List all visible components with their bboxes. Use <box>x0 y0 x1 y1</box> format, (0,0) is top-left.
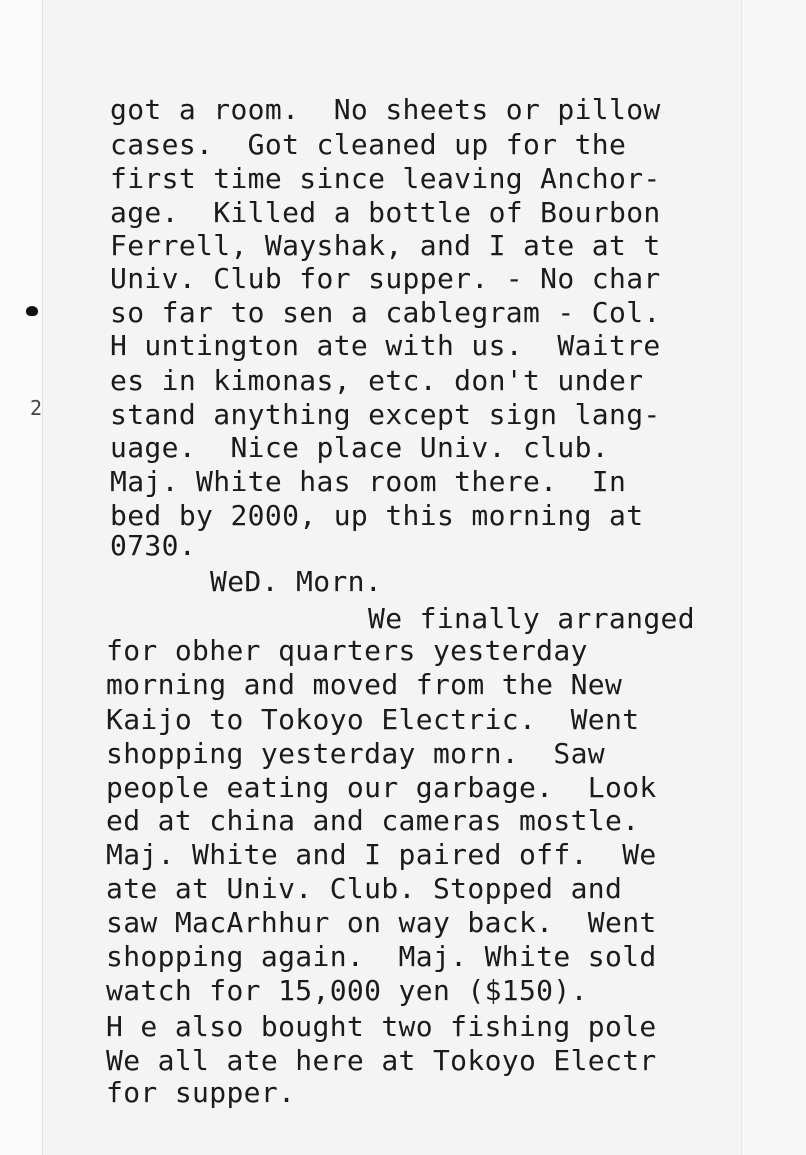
text-line: age. Killed a bottle of Bourbon <box>110 196 661 229</box>
text-line: shopping again. Maj. White sold <box>106 940 657 973</box>
text-line: es in kimonas, etc. don't under <box>110 364 644 397</box>
text-line: ed at china and cameras mostle. <box>106 804 640 837</box>
text-line: We finally arranged <box>368 602 695 635</box>
text-line: 0730. <box>110 529 197 562</box>
text-line: Univ. Club for supper. - No char <box>110 262 661 295</box>
text-line: cases. Got cleaned up for the <box>110 128 627 161</box>
right-edge-strip <box>742 0 806 1155</box>
text-line: people eating our garbage. Look <box>106 771 657 804</box>
text-line: H untington ate with us. Waitre <box>110 329 661 362</box>
text-line: first time since leaving Anchor- <box>110 162 661 195</box>
text-line: Kaijo to Tokoyo Electric. Went <box>106 703 640 736</box>
text-line: so far to sen a cablegram - Col. <box>110 296 661 329</box>
text-line: shopping yesterday morn. Saw <box>106 737 606 770</box>
text-line: watch for 15,000 yen ($150). <box>106 974 588 1007</box>
text-line: got a room. No sheets or pillow <box>110 93 661 126</box>
text-line: We all ate here at Tokoyo Electr <box>106 1044 657 1077</box>
text-line: H e also bought two fishing pole <box>106 1010 657 1043</box>
text-line: for supper. <box>106 1076 296 1109</box>
section-heading: WeD. Morn. <box>210 565 383 598</box>
text-line: stand anything except sign lang- <box>110 398 661 431</box>
text-line: Maj. White has room there. In <box>110 465 627 498</box>
margin-mark: 2 <box>30 396 43 420</box>
text-line: bed by 2000, up this morning at <box>110 499 644 532</box>
text-line: for obher quarters yesterday <box>106 634 588 667</box>
text-line: morning and moved from the New <box>106 668 623 701</box>
text-line: saw MacArhhur on way back. Went <box>106 906 657 939</box>
text-line: Maj. White and I paired off. We <box>106 838 657 871</box>
text-line: ate at Univ. Club. Stopped and <box>106 872 623 905</box>
text-line: uage. Nice place Univ. club. <box>110 431 610 464</box>
text-line: Ferrell, Wayshak, and I ate at t <box>110 229 661 262</box>
